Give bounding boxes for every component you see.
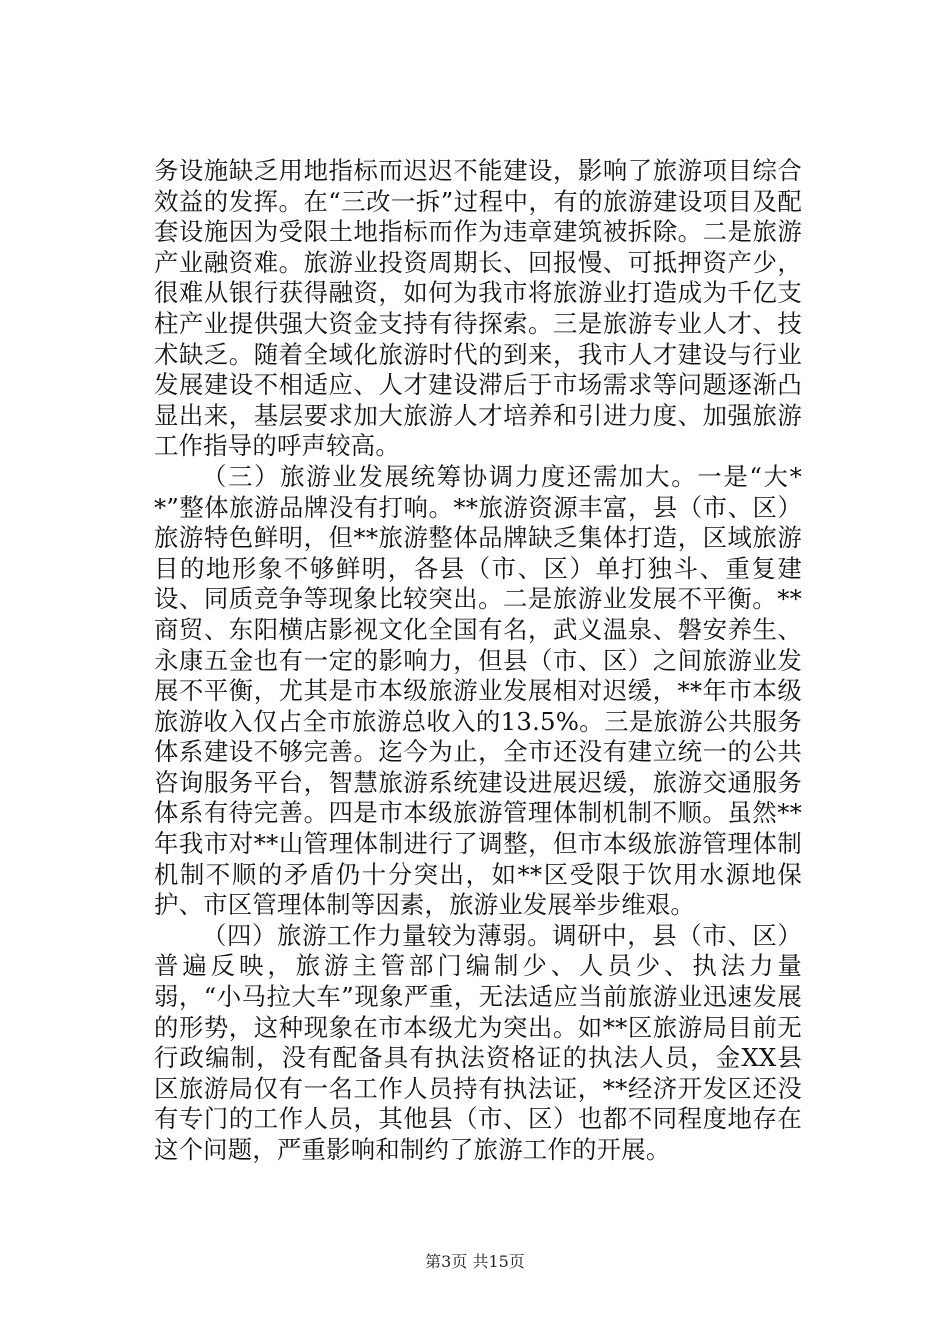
paragraph-section-three: （三）旅游业发展统筹协调力度还需加大。一是“大**”整体旅游品牌没有打响。**旅游资源丰富，县（市、区）旅游特色鲜明，但**旅游整体品牌缺乏集体打造，区域旅游目的地形象不够鲜明，各县（市、区）单打独斗、重复建设、同质竞争等现象比较突出。二是旅游业发展不平衡。**商贸、东阳横店影视文化全国有名，武义温泉、磐安养生、永康五金也有一定的影响力，但县（市、区）之间旅游业发展不平衡，尤其是市本级旅游业发展相对迟缓，**年市本级旅游收入仅占全市旅游总收入的13.5%。三是旅游公共服务体系建设不够完善。迄今为止，全市还没有建立统一的公共咨询服务平台，智慧旅游系统建设进展迟缓，旅游交通服务体系有待完善。四是市本级旅游管理体制机制不顺。虽然**年我市对**山管理体制进行了调整，但市本级旅游管理体制机制不顺的矛盾仍十分突出，如**区受限于饮用水源地保护、市区管理体制等因素，旅游业发展举步维艰。 — [154, 461, 802, 920]
page-footer: 第3页 共15页 — [425, 1252, 525, 1271]
paragraph-section-four: （四）旅游工作力量较为薄弱。调研中，县（市、区）普遍反映，旅游主管部门编制少、人员少、执法力量弱，“小马拉大车”现象严重，无法适应当前旅游业迅速发展的形势，这种现象在市本级尤为突出。如**区旅游局目前无行政编制，没有配备具有执法资格证的执法人员，金XX县区旅游局仅有一名工作人员持有执法证，**经济开发区还没有专门的工作人员，其他县（市、区）也都不同程度地存在这个问题，严重影响和制约了旅游工作的开展。 — [154, 920, 802, 1164]
document-body — [154, 156, 802, 1166]
paragraph-continued: 务设施缺乏用地指标而迟迟不能建设，影响了旅游项目综合效益的发挥。在“三改一拆”过程中，有的旅游建设项目及配套设施因为受限土地指标而作为违章建筑被拆除。二是旅游产业融资难。旅游业投资周期长、回报慢、可抵押资产少，很难从银行获得融资，如何为我市将旅游业打造成为千亿支柱产业提供强大资金支持有待探索。三是旅游专业人才、技术缺乏。随着全域化旅游时代的到来，我市人才建设与行业发展建设不相适应、人才建设滞后于市场需求等问题逐渐凸显出来，基层要求加大旅游人才培养和引进力度、加强旅游工作指导的呼声较高。 — [154, 156, 802, 461]
